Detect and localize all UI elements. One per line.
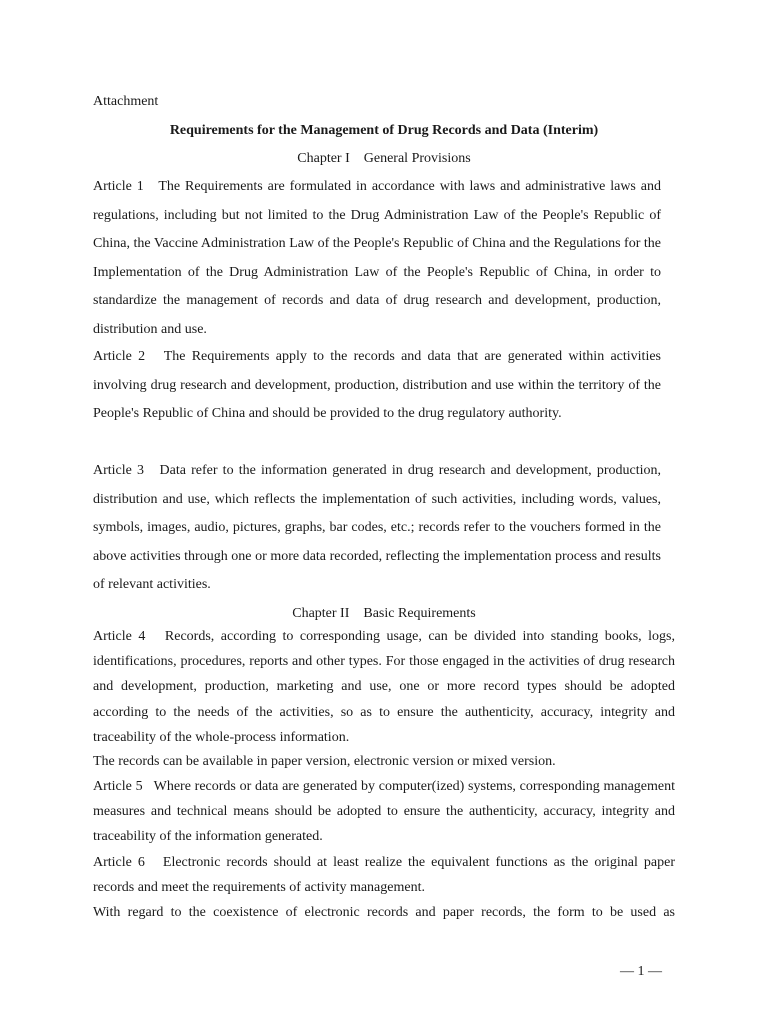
- article-3: [93, 457, 661, 600]
- article-5-text: Where records or data are generated by computer(ized) systems, corresponding management measures and technical means should be adopted to ensure the authenticity, accuracy, integrity and traceability of the information generated.: [93, 779, 675, 845]
- chapter-2-heading: Chapter II Basic Requirements: [292, 606, 476, 621]
- attachment-label: Attachment: [93, 94, 159, 109]
- article-2-text: The Requirements apply to the records and data that are generated within activities involving drug research and development, production, distribution and use within the territory of the People's Republic of China and should be provided to the drug regulatory authority.: [93, 349, 661, 421]
- article-6-text: Electronic records should at least realize the equivalent functions as the original paper records and meet the requirements of activity management.: [93, 855, 675, 896]
- article-2: [93, 343, 661, 429]
- article-4-label: Article 4: [93, 629, 146, 644]
- article-3-text: Data refer to the information generated in drug research and development, production, distribution and use, which reflects the implementation of such activities, including words, values, symbols, images, audio, pictures, graphs, bar codes, etc.; records refer to the vouchers formed in the above activities through one or more data recorded, reflecting the implementation process and results of relevant activities.: [93, 463, 661, 592]
- article-6: [93, 850, 675, 900]
- article-1: [93, 173, 661, 344]
- coexistence-paragraph: With regard to the coexistence of electronic records and paper records, the form to be used as: [93, 905, 675, 920]
- article-3-label: Article 3: [93, 463, 145, 478]
- article-5: [93, 774, 675, 850]
- records-versions-paragraph: The records can be available in paper version, electronic version or mixed version.: [93, 754, 556, 769]
- article-1-text: The Requirements are formulated in accordance with laws and administrative laws and regulations, including but not limited to the Drug Administration Law of the People's Republic of China, the Vaccine Administration Law of the People's Republic of China and the Regulations for the Implementation of the Drug Administration Law of the People's Republic of China, in order to standardize the management of records and data of drug research and development, production, distribution and use.: [93, 179, 662, 337]
- article-5-label: Article 5: [93, 779, 143, 794]
- article-6-label: Article 6: [93, 855, 145, 870]
- article-4-text: Records, according to corresponding usage, can be divided into standing books, logs, identifications, procedures, reports and other types. For those engaged in the activities of drug research and development, production, marketing and use, one or more record types should be adopted according to the needs of the activities, so as to ensure the authenticity, accuracy, integrity and traceability of the whole-process information.: [93, 629, 675, 745]
- page-number: — 1 —: [620, 964, 662, 979]
- article-2-label: Article 2: [93, 349, 146, 364]
- article-4: [93, 624, 675, 750]
- chapter-1-heading: Chapter I General Provisions: [297, 151, 471, 166]
- article-1-label: Article 1: [93, 179, 144, 194]
- document-title: Requirements for the Management of Drug Records and Data (Interim): [169, 123, 599, 138]
